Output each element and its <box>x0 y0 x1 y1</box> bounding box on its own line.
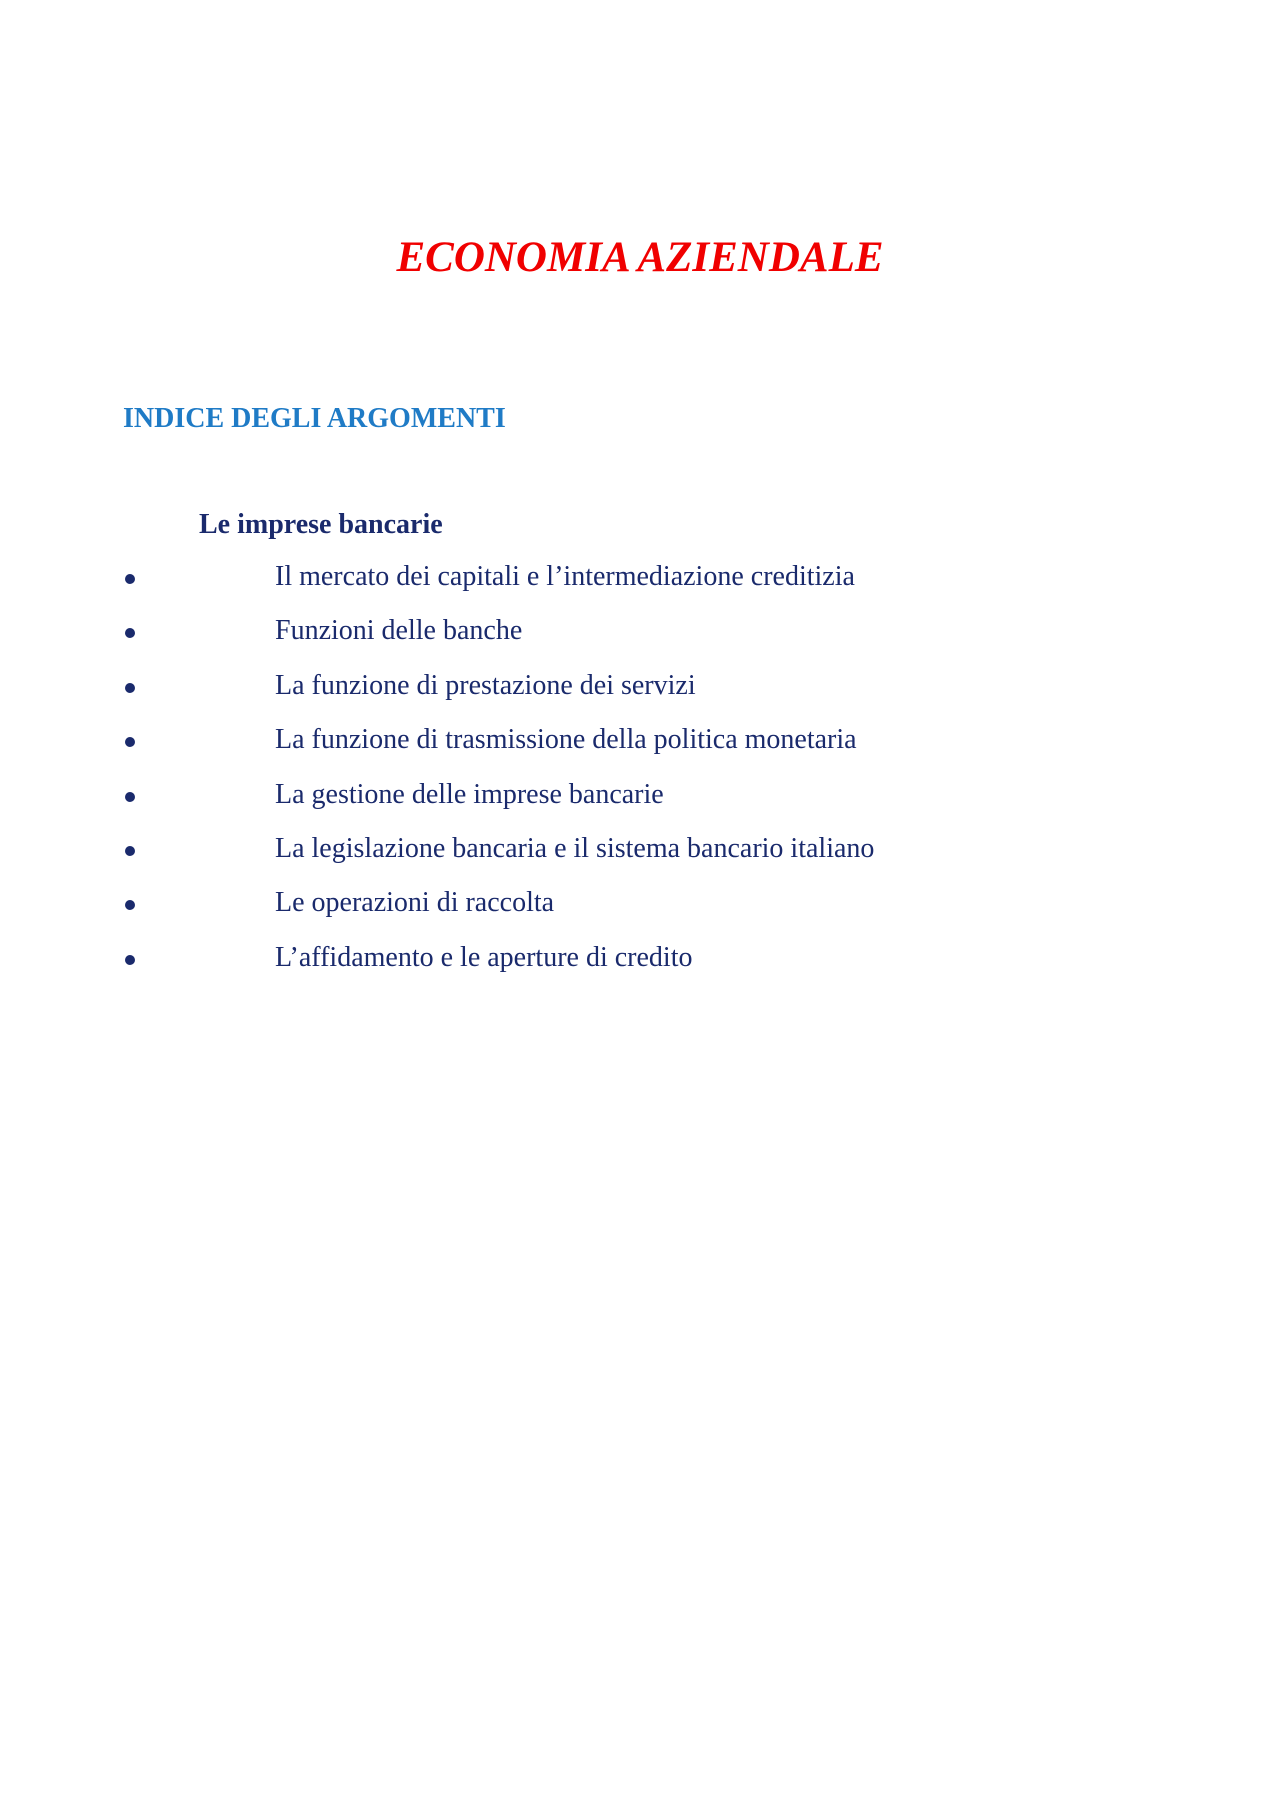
bullet-dot-icon <box>125 683 135 693</box>
topic-text: La funzione di trasmissione della politica monetaria <box>275 724 857 756</box>
bullet-dot-icon <box>125 574 135 584</box>
topic-text: La funzione di prestazione dei servizi <box>275 669 696 701</box>
list-item <box>0 833 1200 887</box>
document-title: ECONOMIA AZIENDALE <box>396 234 884 281</box>
topic-text: La gestione delle imprese bancarie <box>275 778 664 810</box>
bullet-dot-icon <box>125 792 135 802</box>
topic-text: Funzioni delle banche <box>275 615 523 647</box>
topic-text: Le operazioni di raccolta <box>275 887 555 919</box>
list-item <box>0 615 1200 669</box>
index-heading: INDICE DEGLI ARGOMENTI <box>123 403 506 434</box>
topic-text: Il mercato dei capitali e l’intermediazione creditizia <box>275 561 855 592</box>
list-item <box>0 670 1200 724</box>
topic-list <box>0 561 1200 996</box>
bullet-dot-icon <box>125 900 135 910</box>
bullet-dot-icon <box>125 737 135 747</box>
section-title: Le imprese bancarie <box>199 509 443 540</box>
bullet-dot-icon <box>125 955 135 965</box>
bullet-dot-icon <box>125 846 135 856</box>
list-item <box>0 887 1200 941</box>
topic-text: L’affidamento e le aperture di credito <box>275 941 693 973</box>
bullet-dot-icon <box>125 628 135 638</box>
list-item <box>0 779 1200 833</box>
topic-text: La legislazione bancaria e il sistema bancario italiano <box>275 832 875 864</box>
list-item <box>0 724 1200 778</box>
list-item <box>0 942 1200 996</box>
list-item <box>0 561 1200 615</box>
